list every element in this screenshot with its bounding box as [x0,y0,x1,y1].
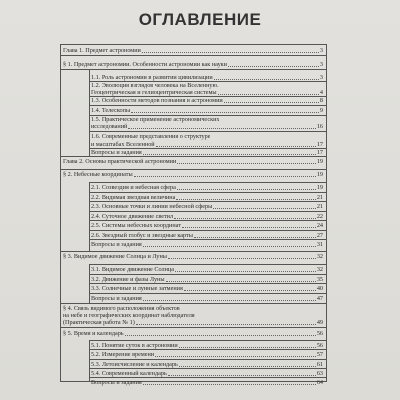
toc-page-number: 64 [316,379,323,386]
toc-entry-title: § 4. Связь видимого расположения объектов [63,305,180,312]
toc-entry-title: 5.1. Понятие суток в астрономии [91,342,178,349]
toc-entry[interactable] [63,319,326,326]
dot-leader [156,146,316,147]
table-rule [89,359,326,360]
dot-leader [194,237,316,238]
toc-entry-title: Вопросы и задания [91,149,142,156]
toc-page-number: 9 [319,107,323,114]
dot-leader [142,52,319,53]
table-rule [89,368,326,369]
dot-leader [224,102,319,103]
toc-entry-title: исследований [91,123,128,130]
toc-entry-title: 1.1. Роль астрономии в развитии цивилизации [91,74,213,81]
toc-page-number: 3 [319,61,323,68]
table-rule [89,131,326,132]
toc-page-number: 49 [316,319,323,326]
toc-entry[interactable] [91,285,326,292]
toc-entry[interactable] [91,351,326,358]
toc-entry-title: 3.1. Видимое движение Солнца [91,266,174,273]
toc-entry[interactable] [91,361,326,368]
dot-leader [168,375,316,376]
toc-entry[interactable] [91,222,326,229]
toc-page-number: 63 [316,370,323,377]
toc-entry-title: 3.2. Движение и фазы Луны [91,276,165,283]
toc-entry[interactable] [91,141,326,148]
toc-page-number: 3 [319,74,323,81]
table-rule [89,201,326,202]
toc-entry-title: Вопросы и задания [91,241,142,248]
toc-page-number: 32 [316,253,323,260]
toc-page-number: 24 [316,222,323,229]
table-rule [61,69,326,70]
toc-entry-title: 2.1. Созвездия и небесная сфера [91,184,176,191]
dot-leader [176,199,315,200]
dot-leader [174,218,316,219]
toc-entry-title: на небе и географических координат наблюдателя [63,312,195,319]
toc-entry-title: § 3. Видимое движение Солнца и Луны [63,253,167,260]
dot-leader [136,324,316,325]
table-rule [61,169,326,170]
table-rule [89,230,326,231]
toc-page-number: 47 [316,295,323,302]
toc-entry-title: 3.3. Солнечные и лунные затмения [91,285,183,292]
toc-entry[interactable] [63,47,326,54]
table-of-contents [60,44,327,386]
toc-entry[interactable] [91,241,326,248]
toc-page-number: 31 [316,241,323,248]
table-rule [61,303,326,304]
table-rule [61,55,326,56]
table-rule [89,377,326,378]
toc-entry-title: и масштабах Вселенной [91,141,155,148]
dot-leader [134,176,316,177]
dot-leader [179,347,316,348]
toc-entry[interactable] [63,330,326,337]
toc-entry[interactable] [91,184,326,191]
table-rule [89,182,90,252]
toc-page-number: 22 [316,213,323,220]
toc-page-number: 61 [316,361,323,368]
toc-entry[interactable] [63,158,326,165]
toc-page-number: 40 [316,285,323,292]
dot-leader [175,271,316,272]
toc-page-number: 57 [316,351,323,358]
toc-entry[interactable] [91,116,326,123]
toc-entry[interactable] [91,133,326,140]
toc-entry[interactable] [91,213,326,220]
table-rule [89,340,326,341]
table-rule [89,192,326,193]
toc-page-number: 8 [319,97,323,104]
toc-entry-title: Глава 1. Предмет астрономии [63,47,141,54]
toc-page-number: 19 [316,184,323,191]
toc-entry-title: (Практическая работа № 1) [63,319,135,326]
table-rule [89,274,326,275]
table-rule [89,69,90,157]
toc-page-number: 19 [316,158,323,165]
toc-entry[interactable] [63,61,326,68]
table-rule [89,105,326,106]
toc-page-number: 56 [316,330,323,337]
table-rule [89,349,326,350]
table-rule [61,156,326,157]
toc-entry-title: 2.4. Суточное движение светил [91,213,174,220]
toc-entry[interactable] [91,379,326,386]
toc-entry[interactable] [63,305,326,312]
dot-leader [213,208,316,209]
dot-leader [214,79,319,80]
table-rule [89,283,326,284]
toc-entry[interactable] [91,295,326,302]
toc-entry-title: Глава 2. Основы практической астрономии [63,158,177,165]
toc-entry-title: 2.3. Основные точки и линии небесной сферы [91,203,213,210]
page-title: ОГЛАВЛЕНИЕ [138,10,262,29]
toc-entry[interactable] [91,123,326,130]
dot-leader [143,154,316,155]
toc-entry-title: § 2. Небесные координаты [63,171,133,178]
toc-entry-title: 5.4. Современный календарь [91,370,167,377]
toc-entry-title: Геоцентрическая и гелиоцентрическая системы [91,89,217,96]
toc-entry-title: 1.6. Современные представления о структуре [91,133,211,140]
toc-entry-title: 1.2. Эволюция взглядов человека на Вселенную. [91,82,219,89]
toc-entry-title: 2.6. Звездный глобус и звездные карты [91,232,193,239]
dot-leader [128,128,315,129]
toc-page-number: 32 [316,266,323,273]
table-rule [89,340,90,382]
toc-entry-title: 5.3. Летоисчисление и календарь [91,361,178,368]
toc-page-number: 17 [316,149,323,156]
table-rule [89,293,326,294]
toc-entry[interactable] [91,232,326,239]
toc-page-number: 16 [316,123,323,130]
dot-leader [182,227,316,228]
toc-entry-title: § 1. Предмет астрономии. Особенности астрономии как науки [63,61,227,68]
table-rule [61,327,326,328]
dot-leader [131,112,319,113]
toc-entry[interactable] [63,171,326,178]
dot-leader [184,290,316,291]
toc-entry[interactable] [91,74,326,81]
dot-leader [228,66,319,67]
dot-leader [143,384,316,385]
toc-entry[interactable] [63,312,326,319]
dot-leader [143,300,316,301]
toc-page-number: 19 [316,171,323,178]
toc-entry[interactable] [63,253,326,260]
table-rule [89,239,326,240]
dot-leader [125,335,316,336]
toc-entry[interactable] [91,89,326,96]
toc-entry[interactable] [91,342,326,349]
table-rule [61,251,326,252]
table-rule [89,211,326,212]
toc-page-number: 56 [316,342,323,349]
toc-entry-title: 1.3. Особенности методов познания в астрономии [91,97,223,104]
toc-entry-title: 1.4. Телескопы [91,107,131,114]
toc-entry-title: 1.5. Практическое применение астрономических [91,116,220,123]
dot-leader [155,356,316,357]
toc-entry-title: 2.2. Видимая звездная величина [91,194,176,201]
dot-leader [177,163,316,164]
table-rule [89,264,326,265]
toc-entry-title: Вопросы и задания [91,295,142,302]
toc-entry-title: 5.2. Измерение времени [91,351,155,358]
toc-page-number: 21 [316,194,323,201]
toc-page-number: 17 [316,141,323,148]
table-rule [89,264,90,303]
toc-page-number: 35 [316,276,323,283]
dot-leader [143,246,316,247]
toc-entry-title: 2.5. Системы небесных координат [91,222,181,229]
toc-entry-title: § 5. Время и календарь [63,330,124,337]
toc-page-number: 21 [316,203,323,210]
dot-leader [177,189,316,190]
dot-leader [168,258,316,259]
dot-leader [218,94,319,95]
toc-entry[interactable] [91,107,326,114]
toc-entry-title: Вопросы и задания [91,379,142,386]
toc-entry[interactable] [91,203,326,210]
toc-page-number: 4 [319,89,323,96]
table-rule [89,182,326,183]
toc-page-number: 3 [319,47,323,54]
toc-entry[interactable] [91,82,326,89]
toc-page-number: 27 [316,232,323,239]
toc-entry[interactable] [91,370,326,377]
toc-entry[interactable] [91,194,326,201]
table-rule [89,220,326,221]
toc-entry[interactable] [91,149,326,156]
toc-entry[interactable] [91,266,326,273]
dot-leader [179,366,316,367]
dot-leader [166,281,316,282]
toc-entry[interactable] [91,97,326,104]
toc-entry[interactable] [91,276,326,283]
